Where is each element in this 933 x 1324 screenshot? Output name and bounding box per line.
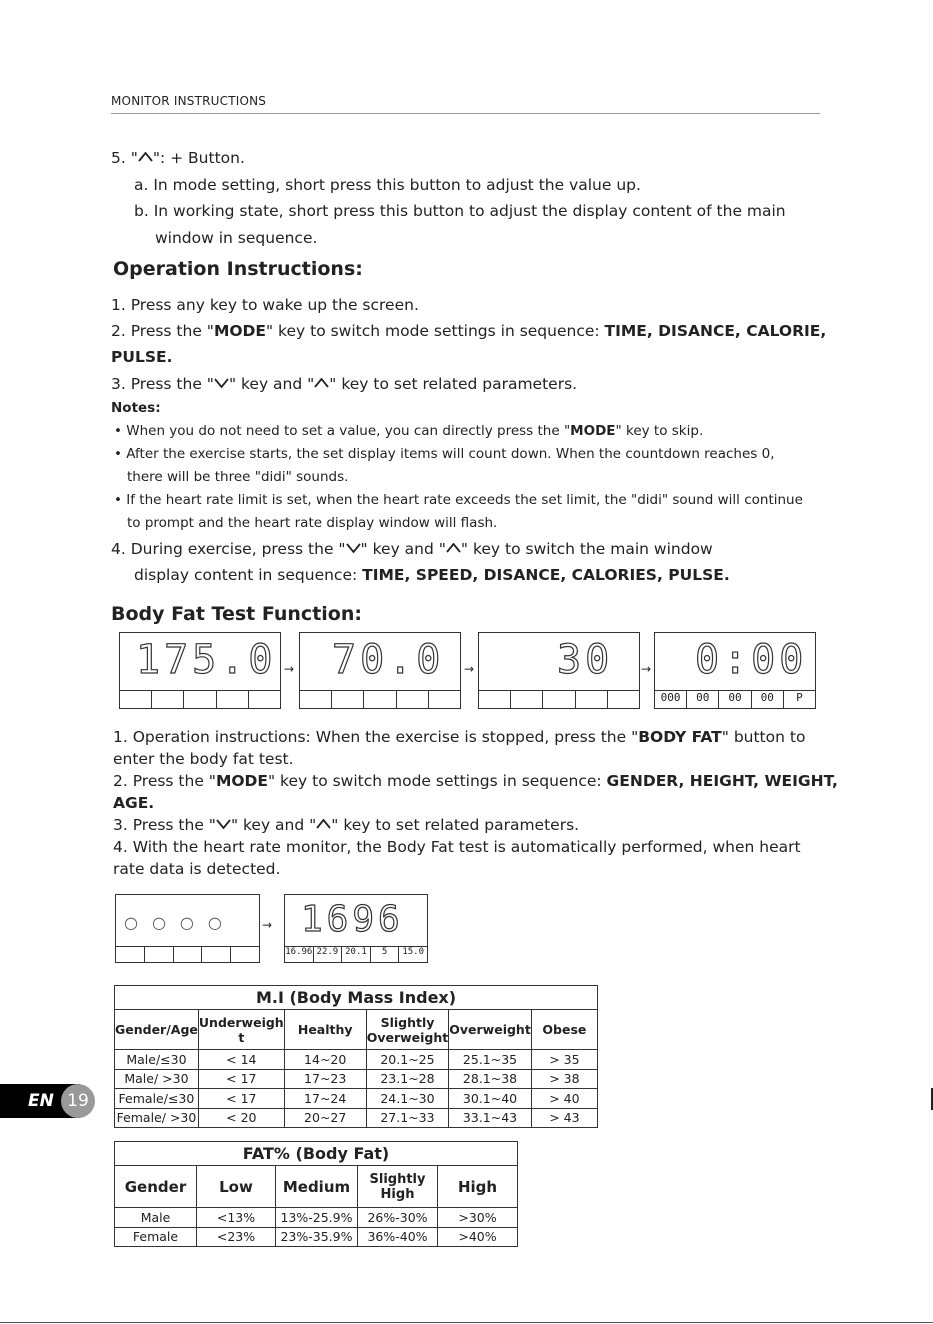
table-cell: 20~27: [284, 1108, 366, 1128]
table-row: [115, 1108, 598, 1128]
bmi-header: Underweigh t: [198, 1010, 284, 1050]
table-cell: < 17: [198, 1069, 284, 1089]
arrow-icon: →: [641, 662, 652, 676]
lcd-digits: 30: [557, 637, 614, 683]
bmi-header: Slightly Overweight: [366, 1010, 449, 1050]
table-cell: < 14: [198, 1050, 284, 1070]
section5-lead-post: ": + Button.: [152, 149, 245, 167]
section5-item-b2: window in sequence.: [155, 229, 318, 247]
up-caret-icon: [446, 543, 461, 553]
op-item4b-pre: display content in sequence:: [134, 566, 363, 584]
bodyfat-item1b: enter the body fat test.: [113, 750, 294, 768]
table-cell: <23%: [197, 1227, 276, 1247]
lcd-digits: 175.0: [136, 637, 277, 683]
lcd-bottom-value: 00: [719, 691, 751, 708]
bf-item3-mid: " key and ": [230, 816, 317, 834]
lcd-bottom-value: 00: [687, 691, 719, 708]
bf-item1-key: BODY FAT: [638, 728, 722, 746]
note1-key: MODE: [570, 423, 616, 439]
note-2b: there will be three "didi" sounds.: [127, 469, 349, 485]
table-cell: 23%-35.9%: [276, 1227, 358, 1247]
table-cell: 28.1~38: [449, 1069, 532, 1089]
bodyfat-heading: Body Fat Test Function:: [111, 603, 362, 625]
note-3b: to prompt and the heart rate display window will flash.: [127, 515, 498, 531]
operation-item4: [111, 536, 713, 562]
up-caret-icon: [316, 819, 331, 829]
table-cell: < 17: [198, 1089, 284, 1109]
fat-header: Gender: [115, 1166, 197, 1208]
section5-lead-pre: 5. ": [111, 149, 138, 167]
table-cell: Male: [115, 1208, 197, 1228]
table-cell: < 20: [198, 1108, 284, 1128]
op-item3-mid: " key and ": [228, 375, 315, 393]
op-item2-seq: TIME, DISANCE, CALORIE,: [604, 322, 827, 340]
table-cell: 23.1~28: [366, 1069, 449, 1089]
op-item4-pre: 4. During exercise, press the ": [111, 540, 346, 558]
lcd-age-display: [478, 632, 640, 709]
lcd-bottom-cells: [285, 946, 427, 962]
table-cell: 17~23: [284, 1069, 366, 1089]
language-label: EN: [0, 1084, 80, 1118]
operation-item2-cont: [111, 344, 172, 370]
fat-header: Low: [197, 1166, 276, 1208]
bf-item3-post: " key to set related parameters.: [331, 816, 580, 834]
operation-heading: Operation Instructions:: [113, 258, 363, 280]
lcd-weight-display: [299, 632, 461, 709]
note1-post: " key to skip.: [615, 423, 704, 439]
lcd-digits: 0:00: [695, 637, 808, 683]
table-cell: <13%: [197, 1208, 276, 1228]
lcd-bottom-value: 00: [752, 691, 784, 708]
lcd-bottom-cells: [116, 946, 259, 962]
bmi-header: Overweight: [449, 1010, 532, 1050]
lcd-digits: 1696: [301, 899, 404, 940]
down-caret-icon: [214, 378, 229, 388]
table-cell: 13%-25.9%: [276, 1208, 358, 1228]
table-cell: 20.1~25: [366, 1050, 449, 1070]
op-item2-key: MODE: [213, 322, 266, 340]
lcd-bodyfat-result: [284, 894, 428, 963]
bodyfat-item4a: 4. With the heart rate monitor, the Body Fat test is automatically performed, when heart: [113, 838, 801, 856]
header-divider: [111, 113, 820, 114]
op-item4b-seq: TIME, SPEED, DISANCE, CALORIES, PULSE.: [362, 566, 730, 584]
operation-item3: [111, 371, 577, 397]
table-cell: > 43: [531, 1108, 597, 1128]
bodyfat-item2: [113, 768, 838, 794]
table-cell: 14~20: [284, 1050, 366, 1070]
table-cell: > 35: [531, 1050, 597, 1070]
table-cell: 27.1~33: [366, 1108, 449, 1128]
fat-header: Slightly High: [358, 1166, 438, 1208]
arrow-icon: →: [464, 662, 475, 676]
lcd-bottom-cells: [479, 690, 639, 708]
bf-item2-pre: 2. Press the ": [113, 772, 216, 790]
up-caret-icon: [314, 378, 329, 388]
table-cell: 30.1~40: [449, 1089, 532, 1109]
table-row: [115, 1208, 518, 1228]
table-cell: 26%-30%: [358, 1208, 438, 1228]
lcd-bottom-value: 16.96: [285, 947, 314, 962]
op-item2-mid: " key to switch mode settings in sequence:: [266, 322, 605, 340]
bf-item1-pre: 1. Operation instructions: When the exercise is stopped, press the ": [113, 728, 639, 746]
table-row: [115, 1227, 518, 1247]
op-item3-post: " key to set related parameters.: [329, 375, 578, 393]
lcd-bottom-value: 5: [371, 947, 400, 962]
bf-item2b: AGE.: [113, 794, 155, 812]
op-item3-pre: 3. Press the ": [111, 375, 214, 393]
bmi-table: [114, 985, 598, 1128]
bf-item2-mid: " key to switch mode settings in sequence:: [268, 772, 607, 790]
lcd-bottom-cells: [300, 690, 460, 708]
lcd-bodyfat-waiting: [115, 894, 260, 963]
note-1: [114, 420, 703, 443]
table-row: [115, 1089, 598, 1109]
page-header: MONITOR INSTRUCTIONS: [111, 94, 267, 108]
page-number: 19: [61, 1084, 95, 1118]
down-caret-icon: [346, 543, 361, 553]
table-cell: 33.1~43: [449, 1108, 532, 1128]
table-cell: >40%: [438, 1227, 518, 1247]
note-2a: • After the exercise starts, the set display items will count down. When the countdown reaches 0,: [114, 446, 775, 462]
operation-item4b: [134, 562, 730, 588]
table-cell: 25.1~35: [449, 1050, 532, 1070]
fat-header: High: [438, 1166, 518, 1208]
section5-item-b1: b. In working state, short press this button to adjust the display content of the main: [134, 202, 786, 220]
table-cell: Female/ >30: [115, 1108, 199, 1128]
arrow-icon: →: [262, 918, 273, 932]
table-cell: > 40: [531, 1089, 597, 1109]
operation-item2: [111, 318, 826, 344]
table-cell: 36%-40%: [358, 1227, 438, 1247]
op-item2-seq2: PULSE.: [111, 348, 173, 366]
lcd-time-display: [654, 632, 816, 709]
down-caret-icon: [216, 819, 231, 829]
lcd-bottom-cells: [655, 690, 815, 708]
bf-item3-pre: 3. Press the ": [113, 816, 216, 834]
table-cell: >30%: [438, 1208, 518, 1228]
op-item2-pre: 2. Press the ": [111, 322, 214, 340]
table-cell: 17~24: [284, 1089, 366, 1109]
table-row: [115, 1069, 598, 1089]
lcd-bottom-value: 20.1: [342, 947, 371, 962]
fat-table-title: FAT% (Body Fat): [115, 1142, 518, 1166]
table-row: [115, 1050, 598, 1070]
footer-divider: [0, 1322, 933, 1323]
arrow-icon: →: [284, 662, 295, 676]
bf-item1-post: " button to: [721, 728, 806, 746]
lcd-bottom-cells: [120, 690, 280, 708]
lcd-placeholder-ovals: ○○○○: [124, 913, 236, 932]
table-cell: Male/ >30: [115, 1069, 199, 1089]
note1-pre: • When you do not need to set a value, you can directly press the ": [114, 423, 571, 439]
up-caret-icon: [138, 152, 153, 162]
bf-item2-seq: GENDER, HEIGHT, WEIGHT,: [606, 772, 838, 790]
bmi-header: Healthy: [284, 1010, 366, 1050]
note-3a: • If the heart rate limit is set, when the heart rate exceeds the set limit, the "didi" sound will continue: [114, 492, 803, 508]
page-badge: [0, 1084, 95, 1118]
lcd-bottom-value: 22.9: [314, 947, 343, 962]
lcd-bottom-value: 15.0: [402, 947, 425, 957]
lcd-height-display: [119, 632, 281, 709]
operation-item1: 1. Press any key to wake up the screen.: [111, 296, 419, 314]
fat-header: Medium: [276, 1166, 358, 1208]
table-cell: 24.1~30: [366, 1089, 449, 1109]
notes-label: Notes:: [111, 400, 161, 416]
bodyfat-item4b: rate data is detected.: [113, 860, 281, 878]
table-cell: Male/≤30: [115, 1050, 199, 1070]
bf-item2-key: MODE: [215, 772, 268, 790]
lcd-bottom-value: 000: [655, 691, 687, 708]
fat-table: [114, 1141, 518, 1247]
op-item4-mid: " key and ": [360, 540, 446, 558]
section5-item-a: a. In mode setting, short press this button to adjust the value up.: [134, 176, 641, 194]
table-cell: Female: [115, 1227, 197, 1247]
lcd-digits: 70.0: [332, 637, 445, 683]
section5-lead: [111, 145, 245, 171]
bmi-header: Gender/Age: [115, 1010, 199, 1050]
op-item4-post: " key to switch the main window: [460, 540, 713, 558]
table-cell: > 38: [531, 1069, 597, 1089]
bmi-table-title: M.I (Body Mass Index): [115, 986, 598, 1010]
bmi-header: Obese: [531, 1010, 597, 1050]
table-cell: Female/≤30: [115, 1089, 199, 1109]
lcd-bottom-value: P: [796, 691, 803, 704]
